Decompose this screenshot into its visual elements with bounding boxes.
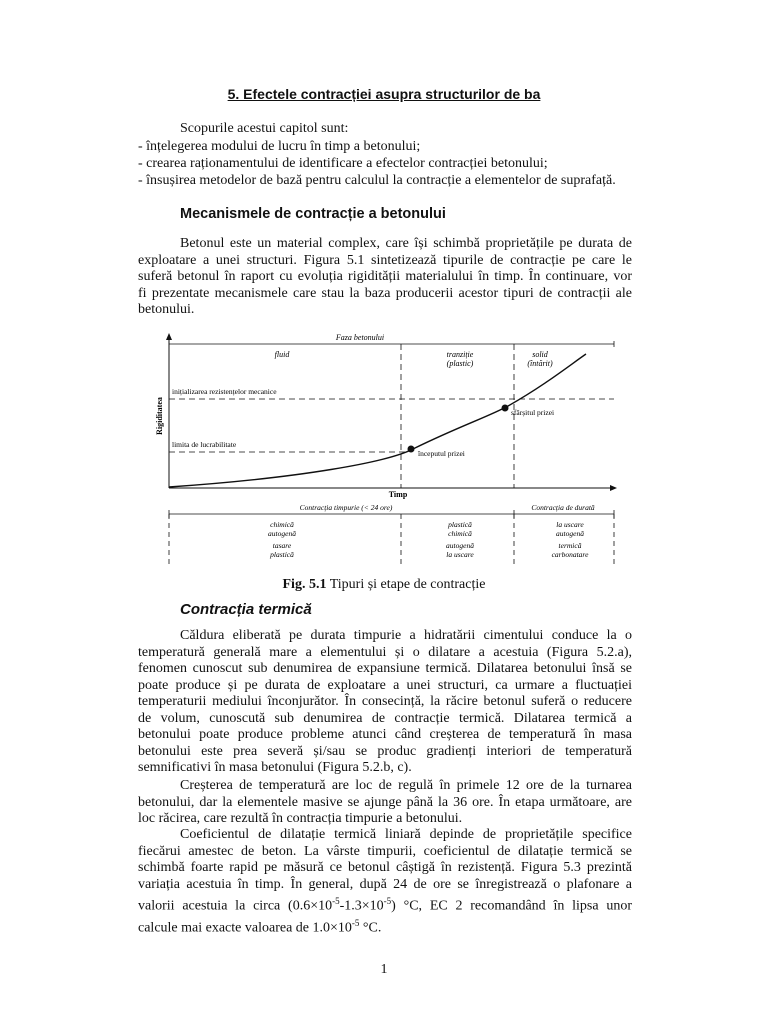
label-early-shrinkage: Contracția timpurie (< 24 ore) <box>299 503 393 512</box>
text-line: Betonul este un material complex, care își schimbă proprietățile pe durata de <box>180 236 632 251</box>
section2-paragraph-3 <box>138 827 632 937</box>
x-axis-arrow <box>610 485 617 491</box>
col1-item: chimică <box>270 520 294 529</box>
text-line: fenomen cunoscut sub denumirea de expansiune termică. Dilatarea betonului însă se <box>138 661 632 676</box>
col3-item: carbonatare <box>551 550 589 559</box>
section2-paragraph-1 <box>138 628 632 777</box>
text-line: variația acestuia în timp. În general, după 24 de ore se înregistrează o plafonare a <box>138 876 632 892</box>
col1-item: plastică <box>270 550 294 559</box>
label-long-term-shrinkage: Contracția de durată <box>531 503 595 512</box>
phase-fluid: fluid <box>274 350 290 359</box>
section1-paragraph <box>138 236 632 319</box>
text-line: de volum, cunoscută sub denumirea de contracție termică. Dilatarea termică a <box>138 710 632 726</box>
ref-label-upper: inițializarea rezistențelor mecanice <box>172 387 277 396</box>
text-line: temperaturii mediului înconjurător. În consecință, la răcire betonul suferă o reducere <box>138 694 632 709</box>
intro-lead: Scopurile acestui capitol sunt: <box>180 121 349 136</box>
text-line: calcule mai exacte valoarea de $1.0\times 10^{-5}$ °C. <box>138 918 382 936</box>
section-heading-thermal: Contracția termică <box>180 601 312 618</box>
col3-item: autogenă <box>556 529 584 538</box>
chapter-title: 5. Efectele contracției asupra structurilor de ba <box>227 86 541 102</box>
phase-header: Faza betonului <box>335 333 385 342</box>
phase-transition-sub: (plastic) <box>446 359 474 368</box>
text-line: suferă betonul în raport cu evoluția rigidității materialului în timp. În continuare, vor <box>138 269 632 284</box>
text-line: betonului, dar la elementele masive se ajunge până la 36 ore. În etapa următoare, are <box>138 794 632 810</box>
label-setting-end: sfârșitul prizei <box>511 408 555 417</box>
section2-paragraph-2 <box>138 778 632 828</box>
figure-shrinkage-diagram <box>150 330 630 570</box>
col3-item: la uscare <box>556 520 584 529</box>
point-setting-end <box>502 405 509 412</box>
caption-text: Tipuri și etape de contracție <box>329 577 486 592</box>
point-setting-start <box>408 446 415 453</box>
text-line: exploatare a unei structuri. Figura 5.1 sintetizează tipurile de contracție pe care le <box>138 252 632 268</box>
text-line: fiecărui amestec de beton. La vârste timpurii, coeficientul de dilatație termică se <box>138 843 632 859</box>
col1-item: tasare <box>272 541 292 550</box>
stiffness-curve <box>169 354 586 487</box>
figure-caption <box>0 577 768 593</box>
text-line: semnificativi în masa betonului (Figura 5.2.b, c). <box>138 760 412 775</box>
label-setting-start: începutul prizei <box>418 449 465 458</box>
text-line: poate produce și pe durata de exploatare a unei structuri, ca urmare a fluctuației <box>138 677 632 693</box>
col3-item: termică <box>558 541 582 550</box>
text-line: temperatură generală mare a elementului și o dilatare a acestuia (Figura 5.2.a), <box>138 644 632 660</box>
ref-label-lower: limita de lucrabilitate <box>172 440 237 449</box>
text-line: betonului este prea severă și/sau se produc gradienți interiori de temperatură <box>138 743 632 759</box>
col2-item: chimică <box>448 529 472 538</box>
y-axis-arrow <box>166 333 172 340</box>
text-line: Creșterea de temperatură are loc de regulă în primele 12 ore de la turnarea <box>180 778 632 793</box>
text-line: schimbă foarte rapid pe măsură ce betonul câștigă în rezistență. Figura 5.3 prezintă <box>138 860 632 875</box>
section-heading-mechanisms: Mecanismele de contracție a betonului <box>180 206 446 222</box>
phase-solid-sub: (întărit) <box>527 359 553 368</box>
col1-item: autogenă <box>268 529 296 538</box>
intro-bullet-2: - crearea raționamentului de identificare a efectelor contracției betonului; <box>138 156 548 171</box>
text-line: betonului poate produce probleme atunci când creșterea de temperatură în masa <box>138 727 632 742</box>
text-line: fi prezentate mecanismele care stau la baza producerii acestor tipuri de contracții ale <box>138 285 632 301</box>
phase-solid: solid <box>532 350 548 359</box>
col2-item: autogenă <box>446 541 474 550</box>
intro-bullet-3: - însușirea metodelor de bază pentru calculul la contracție a elementelor de suprafață. <box>138 173 616 188</box>
col2-item: plastică <box>448 520 472 529</box>
intro-bullet-1: - înțelegerea modului de lucru în timp a betonului; <box>138 139 421 154</box>
page-number: 1 <box>380 962 388 977</box>
text-line: Căldura eliberată pe durata timpurie a hidratării cimentului conduce la o <box>180 628 632 643</box>
x-axis-label: Timp <box>388 490 408 499</box>
phase-transition: tranziție <box>446 350 474 359</box>
text-line: loc răcirea, care rezultă în contracția timpurie a betonului. <box>138 811 463 826</box>
y-axis-label: Rigiditatea <box>155 397 164 435</box>
caption-number: Fig. 5.1 <box>282 577 327 592</box>
col2-item: la uscare <box>446 550 474 559</box>
text-line: valorii acestuia la circa $(0.6\times 10^{-5}-1.3\times 10^{-5})$ °C, EC 2 recomandând în lipsa unor <box>138 896 633 914</box>
text-line: Coeficientul de dilatație termică liniară depinde de proprietățile specifice <box>180 827 632 842</box>
text-line: betonului. <box>138 302 195 317</box>
